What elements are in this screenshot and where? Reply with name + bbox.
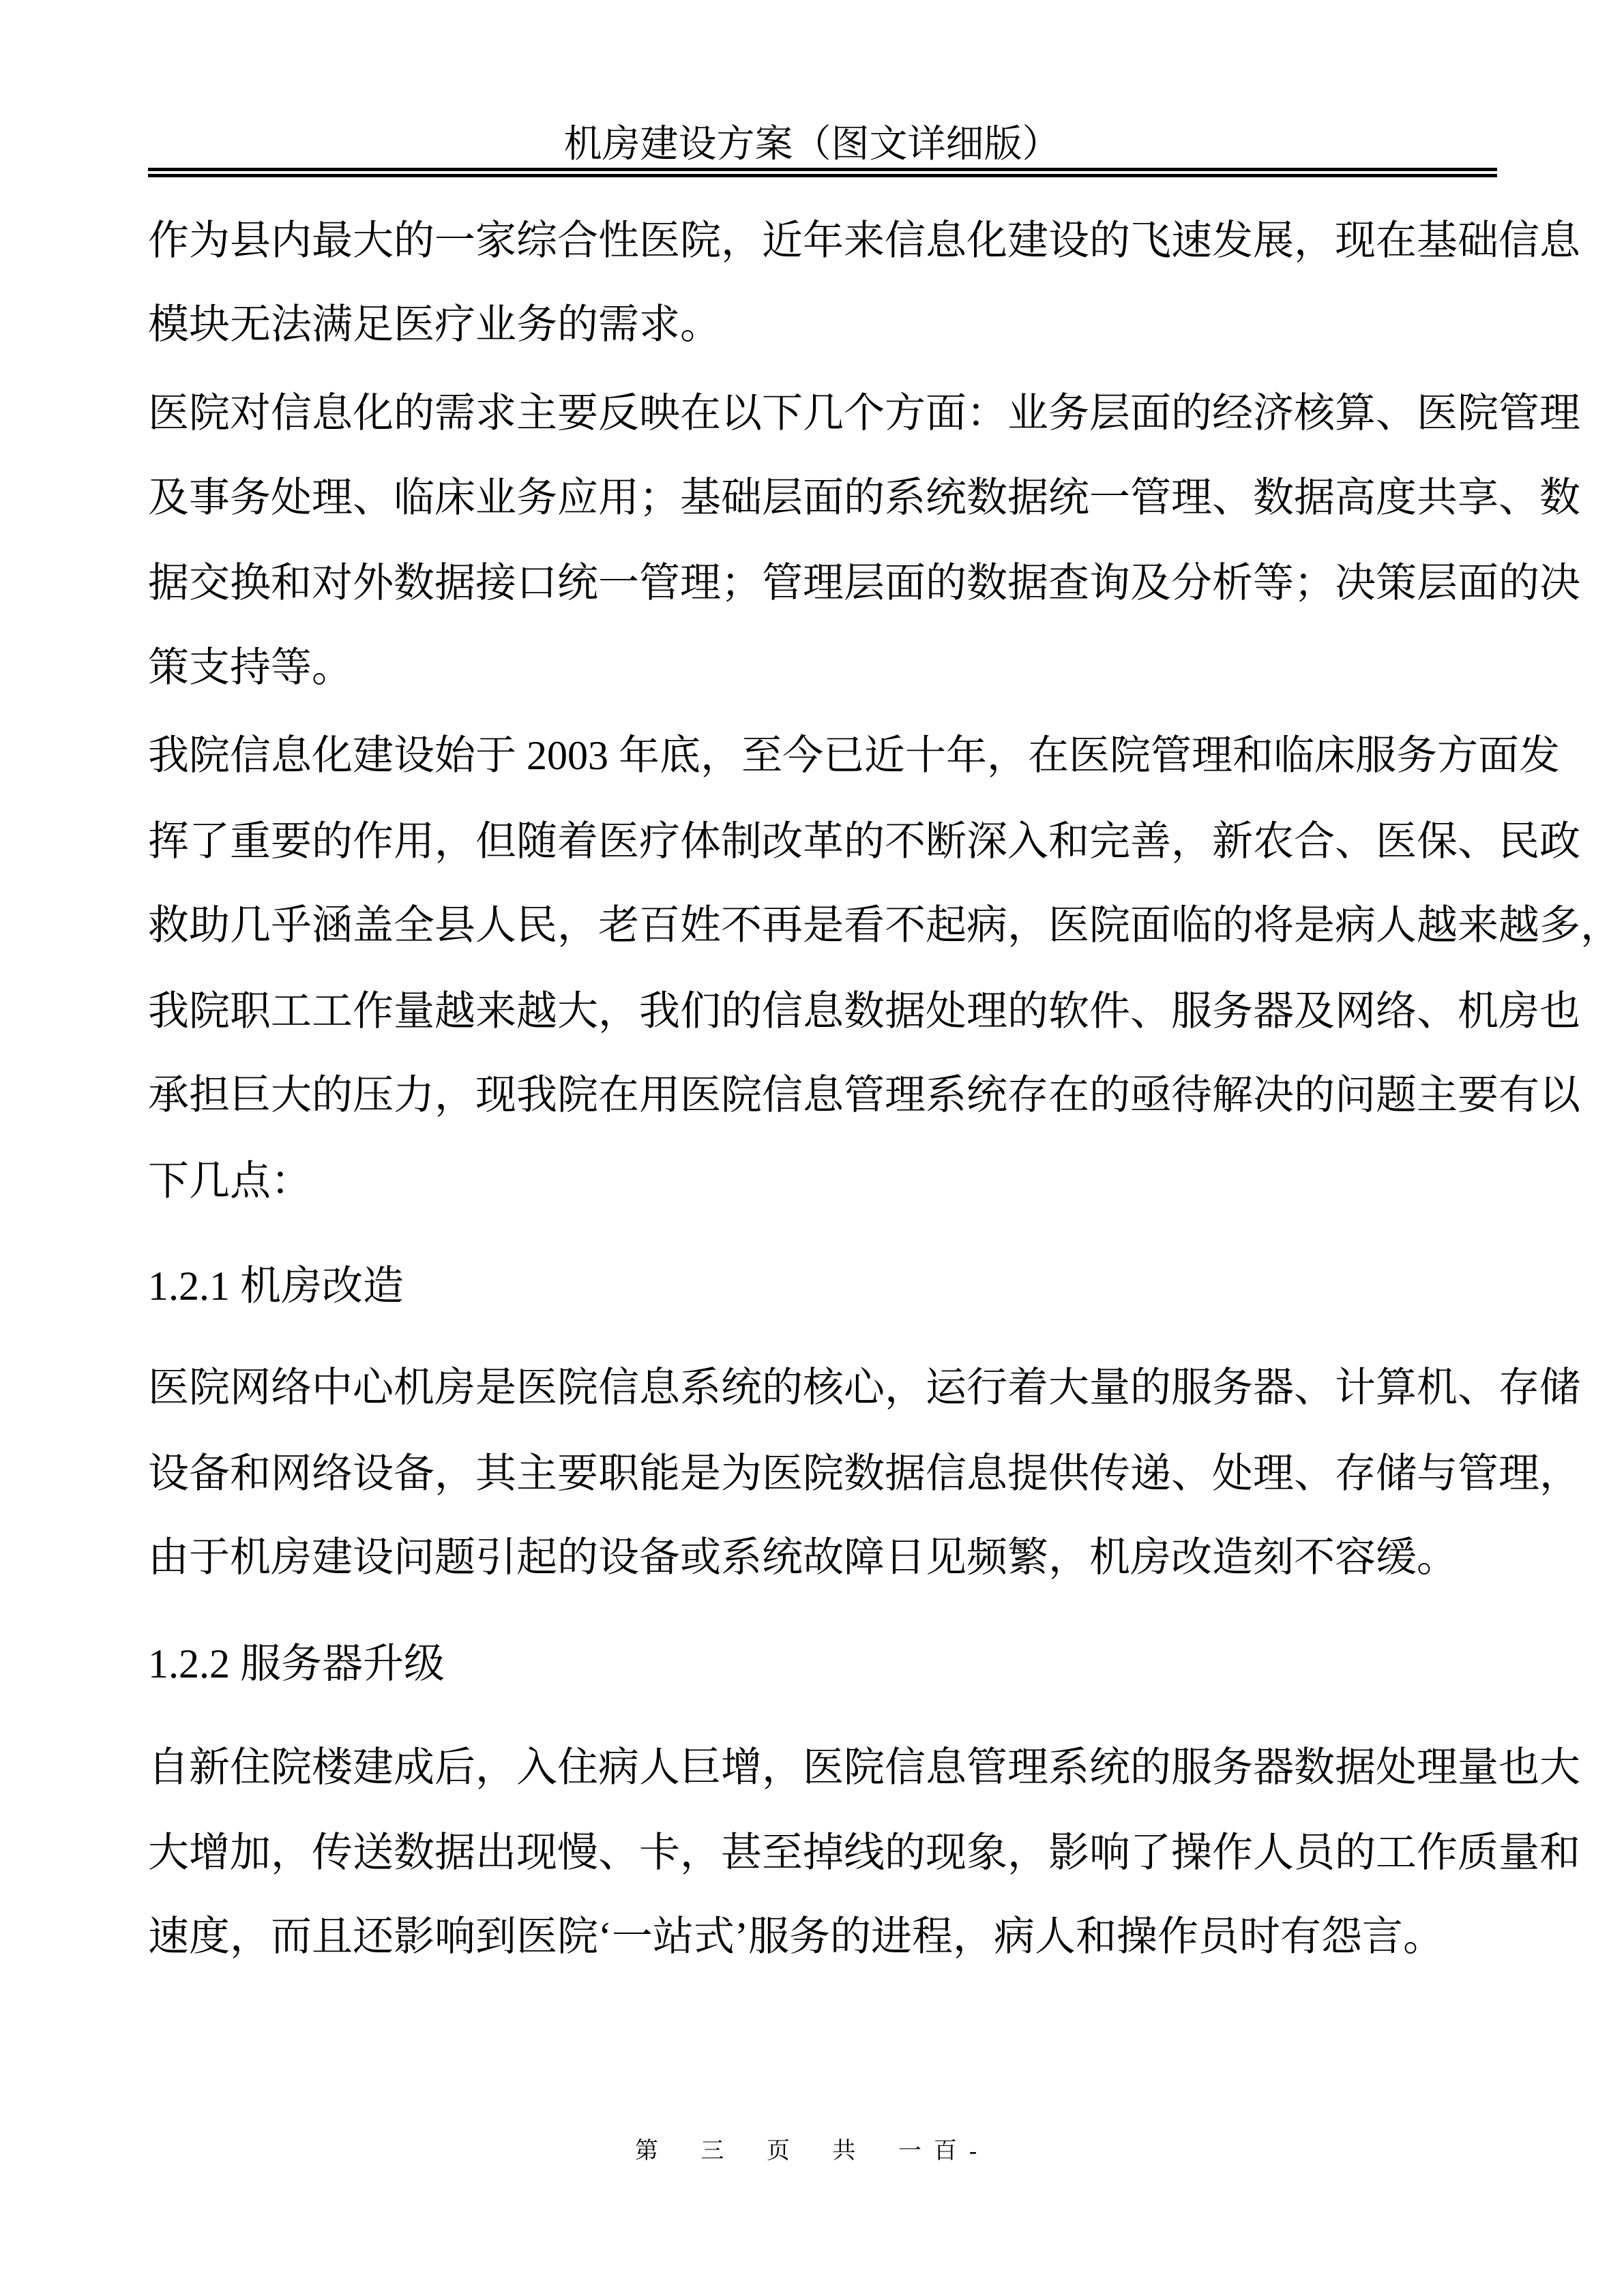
paragraph-line: 承担巨大的压力，现我院在用医院信息管理系统存在的亟待解决的问题主要有以	[148, 1073, 1580, 1118]
paragraph-line: 医院对信息化的需求主要反映在以下几个方面：业务层面的经济核算、医院管理	[148, 391, 1580, 436]
paragraph-line: 据交换和对外数据接口统一管理；管理层面的数据查询及分析等；决策层面的决	[148, 561, 1580, 606]
paragraph-line: 作为县内最大的一家综合性医院，近年来信息化建设的飞速发展，现在基础信息	[148, 218, 1580, 263]
header-rule-bottom	[148, 174, 1497, 177]
paragraph-line: 设备和网络设备，其主要职能是为医院数据信息提供传递、处理、存储与管理，	[148, 1451, 1580, 1496]
paragraph-line: 挥了重要的作用，但随着医疗体制改革的不断深入和完善，新农合、医保、民政	[148, 819, 1580, 864]
paragraph-line: 自新住院楼建成后，入住病人巨增，医院信息管理系统的服务器数据处理量也大	[148, 1745, 1580, 1790]
paragraph-line: 模块无法满足医疗业务的需求。	[148, 302, 721, 347]
paragraph-line: 我院职工工作量越来越大，我们的信息数据处理的软件、服务器及网络、机房也	[148, 989, 1580, 1034]
paragraph-line: 医院网络中心机房是医院信息系统的核心，运行着大量的服务器、计算机、存储	[148, 1365, 1580, 1410]
paragraph-line: 我院信息化建设始于 2003 年底，至今已近十年，在医院管理和临床服务方面发	[148, 733, 1560, 778]
paragraph-line: 救助几乎涵盖全县人民，老百姓不再是看不起病，医院面临的将是病人越来越多，	[148, 903, 1621, 948]
header-rule-top	[148, 168, 1497, 171]
page-number-footer: 第 三 页 共 一百-	[634, 2138, 990, 2164]
section-heading: 1.2.2 服务器升级	[148, 1641, 445, 1686]
paragraph-line: 策支持等。	[148, 645, 353, 690]
paragraph-line: 速度，而且还影响到医院‘一站式’服务的进程，病人和操作员时有怨言。	[148, 1914, 1444, 1959]
paragraph-line: 由于机房建设问题引起的设备或系统故障日见频繁，机房改造刻不容缓。	[148, 1535, 1458, 1580]
paragraph-line: 大增加，传送数据出现慢、卡，甚至掉线的现象，影响了操作人员的工作质量和	[148, 1830, 1580, 1875]
paragraph-line: 下几点：	[148, 1159, 312, 1204]
paragraph-line: 及事务处理、临床业务应用；基础层面的系统数据统一管理、数据高度共享、数	[148, 475, 1580, 520]
section-heading: 1.2.1 机房改造	[148, 1264, 404, 1309]
page-title: 机房建设方案（图文详细版）	[563, 123, 1061, 166]
